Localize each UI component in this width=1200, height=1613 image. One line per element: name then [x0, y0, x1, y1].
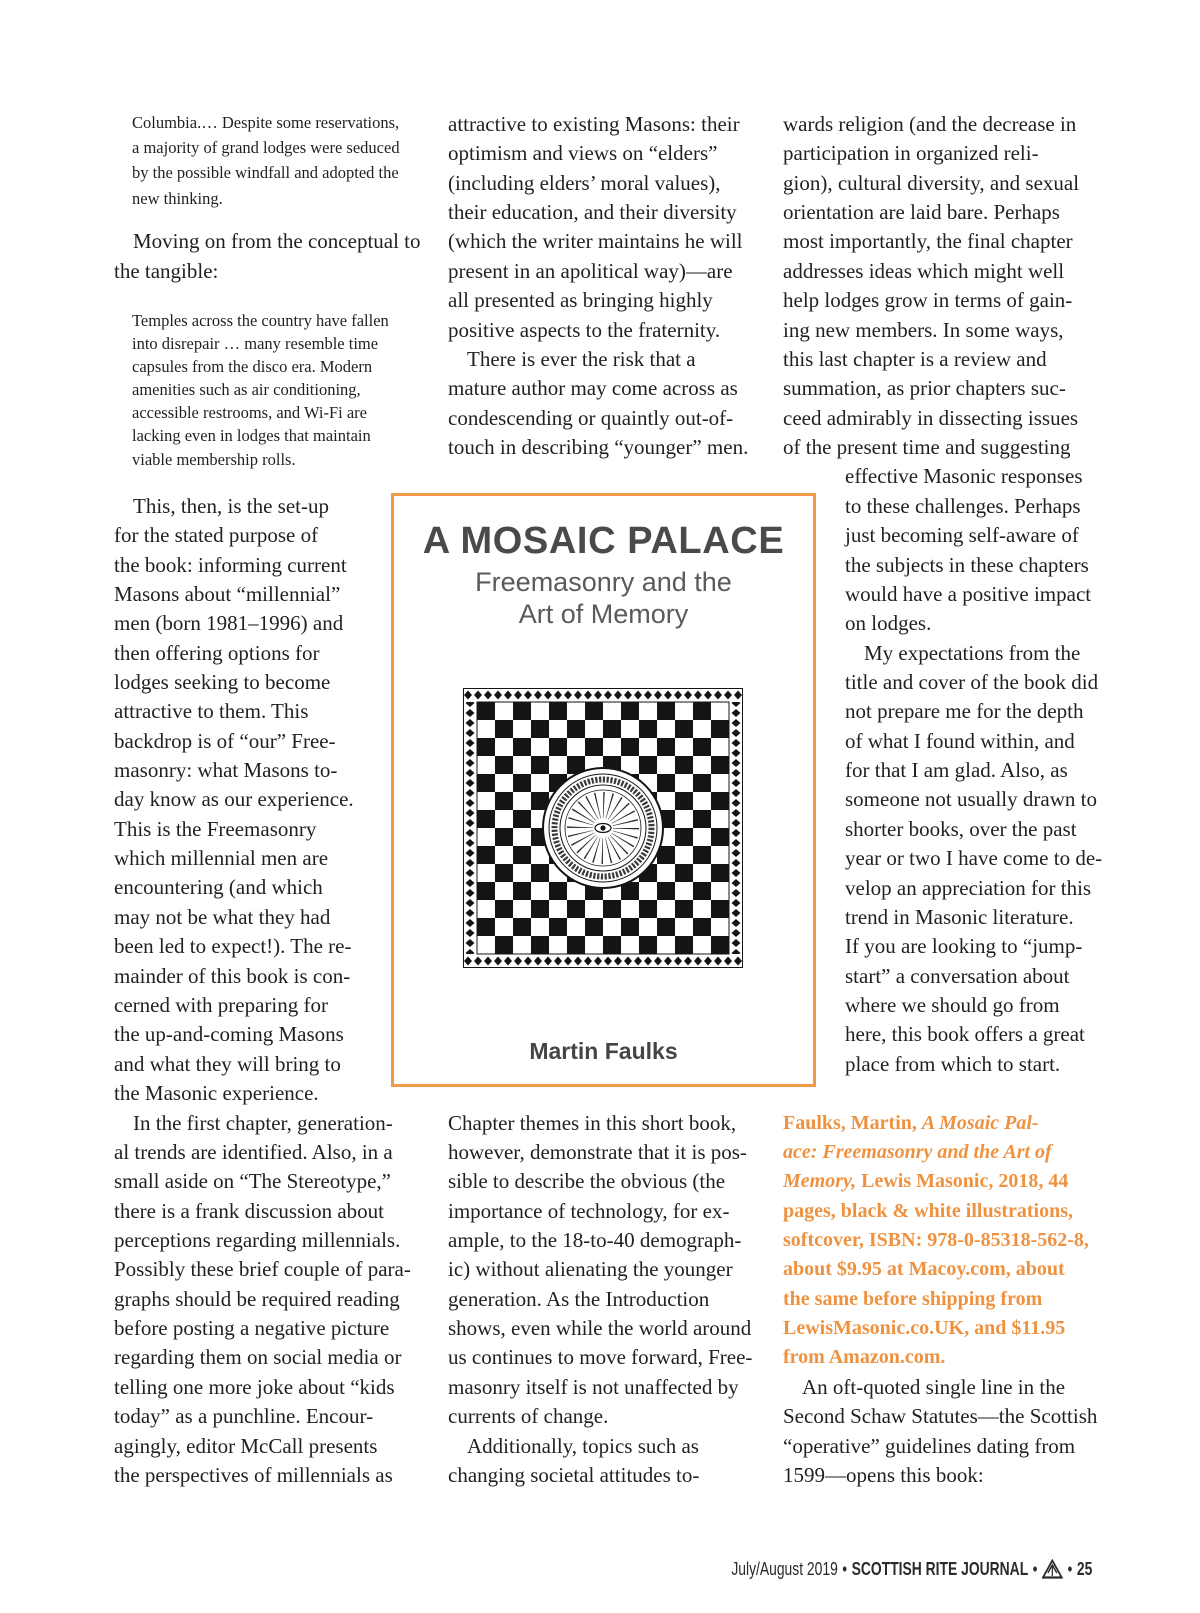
text-line: present in an apolitical way)—are — [448, 258, 733, 283]
text-line: Second Schaw Statutes—the Scottish — [783, 1404, 1098, 1429]
citation-line: LewisMasonic.co.UK, and $11.95 — [783, 1317, 1066, 1340]
text-line: attractive to existing Masons: their — [448, 112, 740, 136]
block-quote-grand-lodges — [132, 110, 400, 211]
text-line: of the present time and suggesting — [783, 434, 1071, 459]
text-line: the book: informing current — [114, 552, 347, 577]
text-line: al trends are identified. Also, in a — [114, 1139, 393, 1164]
text-line: backdrop is of “our” Free- — [114, 728, 336, 753]
citation-line: from Amazon.com. — [783, 1346, 946, 1369]
text-line: small aside on “The Stereotype,” — [114, 1169, 391, 1194]
text-line: the Masonic experience. — [114, 1080, 319, 1105]
text-line: summation, as prior chapters suc- — [783, 376, 1066, 401]
text-line: Additionally, topics such as — [467, 1433, 699, 1458]
text-line: not prepare me for the depth — [845, 699, 1084, 724]
text-line: touch in describing “younger” men. — [448, 435, 749, 460]
journal-name: SCOTTISH RITE JOURNAL — [851, 1558, 1028, 1579]
text-line: cerned with preparing for — [114, 992, 328, 1017]
text-line: generation. As the Introduction — [448, 1286, 710, 1311]
text-line: for the stated purpose of — [114, 523, 319, 548]
text-line: before posting a negative picture — [114, 1316, 390, 1341]
book-citation — [783, 1109, 1089, 1373]
text-line: would have a positive impact — [845, 581, 1092, 606]
text-line: gion), cultural diversity, and sexual — [783, 170, 1080, 195]
text-line: men (born 1981–1996) and — [114, 611, 344, 636]
citation-line — [783, 1109, 1089, 1138]
text-line: by the possible windfall and adopted the — [132, 163, 399, 183]
scottish-rite-emblem-icon — [1042, 1559, 1063, 1579]
text-line: This, then, is the set-up — [133, 493, 329, 518]
text-line: addresses ideas which might well — [783, 258, 1065, 283]
text-line: (which the writer maintains he will — [448, 229, 743, 254]
text-line: “operative” guidelines dating from — [783, 1433, 1076, 1458]
text-line: their education, and their diversity — [448, 200, 737, 225]
text-line: encountering (and which — [114, 875, 323, 900]
text-line: today” as a punchline. Encour- — [114, 1404, 374, 1429]
text-line: the subjects in these chapters — [845, 552, 1089, 577]
text-line: currents of change. — [448, 1404, 609, 1429]
text-line: optimism and views on “elders” — [448, 141, 718, 166]
text-line: This is the Freemasonry — [114, 816, 317, 841]
text-line: then offering options for — [114, 640, 320, 665]
paragraph-expectations — [845, 639, 1102, 1079]
text-line: telling one more joke about “kids — [114, 1374, 395, 1399]
text-line: year or two I have come to de- — [845, 846, 1103, 871]
text-line: a majority of grand lodges were seduced — [132, 138, 400, 158]
text-line: If you are looking to “jump- — [845, 934, 1083, 959]
paragraph-set-up — [114, 492, 354, 1109]
text-line: the perspectives of millennials as — [114, 1462, 393, 1487]
text-line: new thinking. — [132, 188, 223, 208]
text-line: Possibly these brief couple of para- — [114, 1257, 411, 1282]
book-cover — [391, 493, 816, 1087]
text-line: accessible restrooms, and Wi-Fi are — [132, 403, 367, 423]
text-line: however, demonstrate that it is pos- — [448, 1139, 747, 1164]
text-line: the up-and-coming Masons — [114, 1022, 344, 1047]
book-cover-subtitle-line: Freemasonry and the — [475, 567, 732, 597]
text-line: attractive to them. This — [114, 699, 309, 724]
citation-line: softcover, ISBN: 978-0-85318-562-8, — [783, 1229, 1089, 1252]
paragraph-masonic-responses — [845, 462, 1091, 638]
issue-date: July/August 2019 — [730, 1558, 838, 1579]
text-line: there is a frank discussion about — [114, 1198, 385, 1223]
text-line: viable membership rolls. — [132, 449, 296, 469]
text-line: and what they will bring to — [114, 1051, 341, 1076]
text-line: of what I found within, and — [845, 728, 1075, 753]
text-line: on lodges. — [845, 611, 932, 636]
text-line: into disrepair … many resemble time — [132, 334, 379, 354]
text-line: just becoming self-aware of — [845, 523, 1079, 548]
text-line: agingly, editor McCall presents — [114, 1433, 378, 1458]
text-line: lodges seeking to become — [114, 669, 331, 694]
book-cover-subtitle-line: Art of Memory — [518, 599, 689, 629]
citation-publisher: Lewis Masonic, 2018, 44 — [856, 1170, 1069, 1193]
citation-author: Faulks, Martin, — [783, 1111, 922, 1134]
paragraph-first-chapter — [114, 1109, 411, 1491]
text-line: shows, even while the world around — [448, 1316, 752, 1341]
book-cover-emblem — [543, 768, 663, 888]
paragraph-attractive-to-masons — [448, 110, 743, 345]
citation-title: A Mosaic Pal- — [921, 1111, 1039, 1134]
text-line: ceed admirably in dissecting issues — [783, 405, 1079, 430]
text-line: us continues to move forward, Free- — [448, 1345, 753, 1370]
text-line: Chapter themes in this short book, — [448, 1110, 737, 1135]
citation-line: pages, black & white illustrations, — [783, 1199, 1074, 1222]
text-line: masonry itself is not unaffected by — [448, 1374, 739, 1399]
block-quote-temples — [132, 309, 389, 471]
text-line: regarding them on social media or — [114, 1345, 402, 1370]
book-cover-author: Martin Faulks — [529, 1038, 678, 1064]
text-line: may not be what they had — [114, 904, 331, 929]
text-line: this last chapter is a review and — [783, 346, 1047, 371]
text-line: changing societal attitudes to- — [448, 1463, 700, 1487]
text-line: to these challenges. Perhaps — [845, 493, 1081, 518]
separator-dot: • — [1067, 1558, 1073, 1579]
text-line: My expectations from the — [864, 640, 1081, 665]
text-line: which millennial men are — [114, 846, 329, 871]
text-line: graphs should be required reading — [114, 1286, 400, 1311]
text-line: perceptions regarding millennials. — [114, 1228, 401, 1253]
paragraph-religion-diversity — [783, 110, 1079, 462]
page-footer — [731, 1558, 1092, 1580]
text-line: sible to describe the obvious (the — [448, 1169, 726, 1194]
text-line: orientation are laid bare. Perhaps — [783, 200, 1060, 225]
text-line: 1599—opens this book: — [783, 1462, 984, 1487]
text-line: most importantly, the final chapter — [783, 229, 1073, 254]
text-line: mainder of this book is con- — [114, 963, 351, 988]
text-line: masonry: what Masons to- — [114, 758, 338, 783]
text-line: participation in organized reli- — [783, 141, 1039, 166]
text-line: velop an appreciation for this — [845, 875, 1092, 900]
text-line: In the first chapter, generation- — [133, 1110, 393, 1135]
citation-line — [783, 1138, 1089, 1167]
paragraph-schaw-statutes — [783, 1373, 1097, 1490]
text-line: all presented as bringing highly — [448, 288, 713, 313]
text-line: the tangible: — [114, 258, 219, 283]
book-cover-checkerboard — [463, 688, 743, 968]
text-line: help lodges grow in terms of gain- — [783, 288, 1073, 313]
text-line: effective Masonic responses — [845, 464, 1083, 489]
text-line: Masons about “millennial” — [114, 581, 341, 606]
citation-line — [783, 1167, 1089, 1196]
text-line: Columbia.… Despite some reservations, — [132, 113, 400, 132]
book-cover-title: A MOSAIC PALACE — [422, 520, 785, 562]
text-line: Temples across the country have fallen — [132, 311, 389, 330]
text-line: capsules from the disco era. Modern — [132, 357, 373, 377]
text-line: lacking even in lodges that maintain — [132, 426, 371, 446]
text-line: for that I am glad. Also, as — [845, 758, 1068, 783]
paragraph-moving-on — [114, 227, 421, 286]
text-line: been led to expect!). The re- — [114, 934, 352, 959]
text-line: day know as our experience. — [114, 787, 354, 812]
book-cover-subtitle — [394, 566, 813, 630]
citation-line: the same before shipping from — [783, 1287, 1043, 1310]
text-line: ing new members. In some ways, — [783, 317, 1064, 342]
page-number: 25 — [1076, 1558, 1092, 1579]
text-line: positive aspects to the fraternity. — [448, 317, 721, 342]
text-line: importance of technology, for ex- — [448, 1198, 730, 1223]
text-line: someone not usually drawn to — [845, 787, 1097, 812]
text-line: start” a conversation about — [845, 963, 1070, 988]
paragraph-chapter-themes — [448, 1109, 752, 1432]
text-line: Moving on from the conceptual to — [133, 229, 421, 254]
text-line: ic) without alienating the younger — [448, 1257, 733, 1282]
text-line: amenities such as air conditioning, — [132, 380, 361, 400]
text-line: here, this book offers a great — [845, 1022, 1085, 1047]
text-line: where we should go from — [845, 992, 1060, 1017]
text-line: condescending or quaintly out-of- — [448, 405, 734, 430]
citation-title: Memory, — [783, 1170, 857, 1193]
citation-line: about $9.95 at Macoy.com, about — [783, 1258, 1065, 1281]
text-line: place from which to start. — [845, 1051, 1061, 1076]
citation-title: ace: Freemasonry and the Art of — [783, 1140, 1052, 1163]
paragraph-additionally — [448, 1432, 699, 1491]
text-line: mature author may come across as — [448, 376, 738, 401]
text-line: trend in Masonic literature. — [845, 904, 1074, 929]
text-line: shorter books, over the past — [845, 816, 1077, 841]
separator-dot: • — [1032, 1558, 1038, 1579]
paragraph-risk — [448, 345, 748, 462]
text-line: An oft-quoted single line in the — [802, 1374, 1066, 1399]
text-line: (including elders’ moral values), — [448, 170, 721, 195]
text-line: There is ever the risk that a — [467, 346, 696, 371]
separator-dot: • — [841, 1558, 847, 1579]
text-line: wards religion (and the decrease in — [783, 112, 1077, 136]
text-line: title and cover of the book did — [845, 670, 1099, 695]
text-line: ample, to the 18-to-40 demograph- — [448, 1228, 742, 1253]
